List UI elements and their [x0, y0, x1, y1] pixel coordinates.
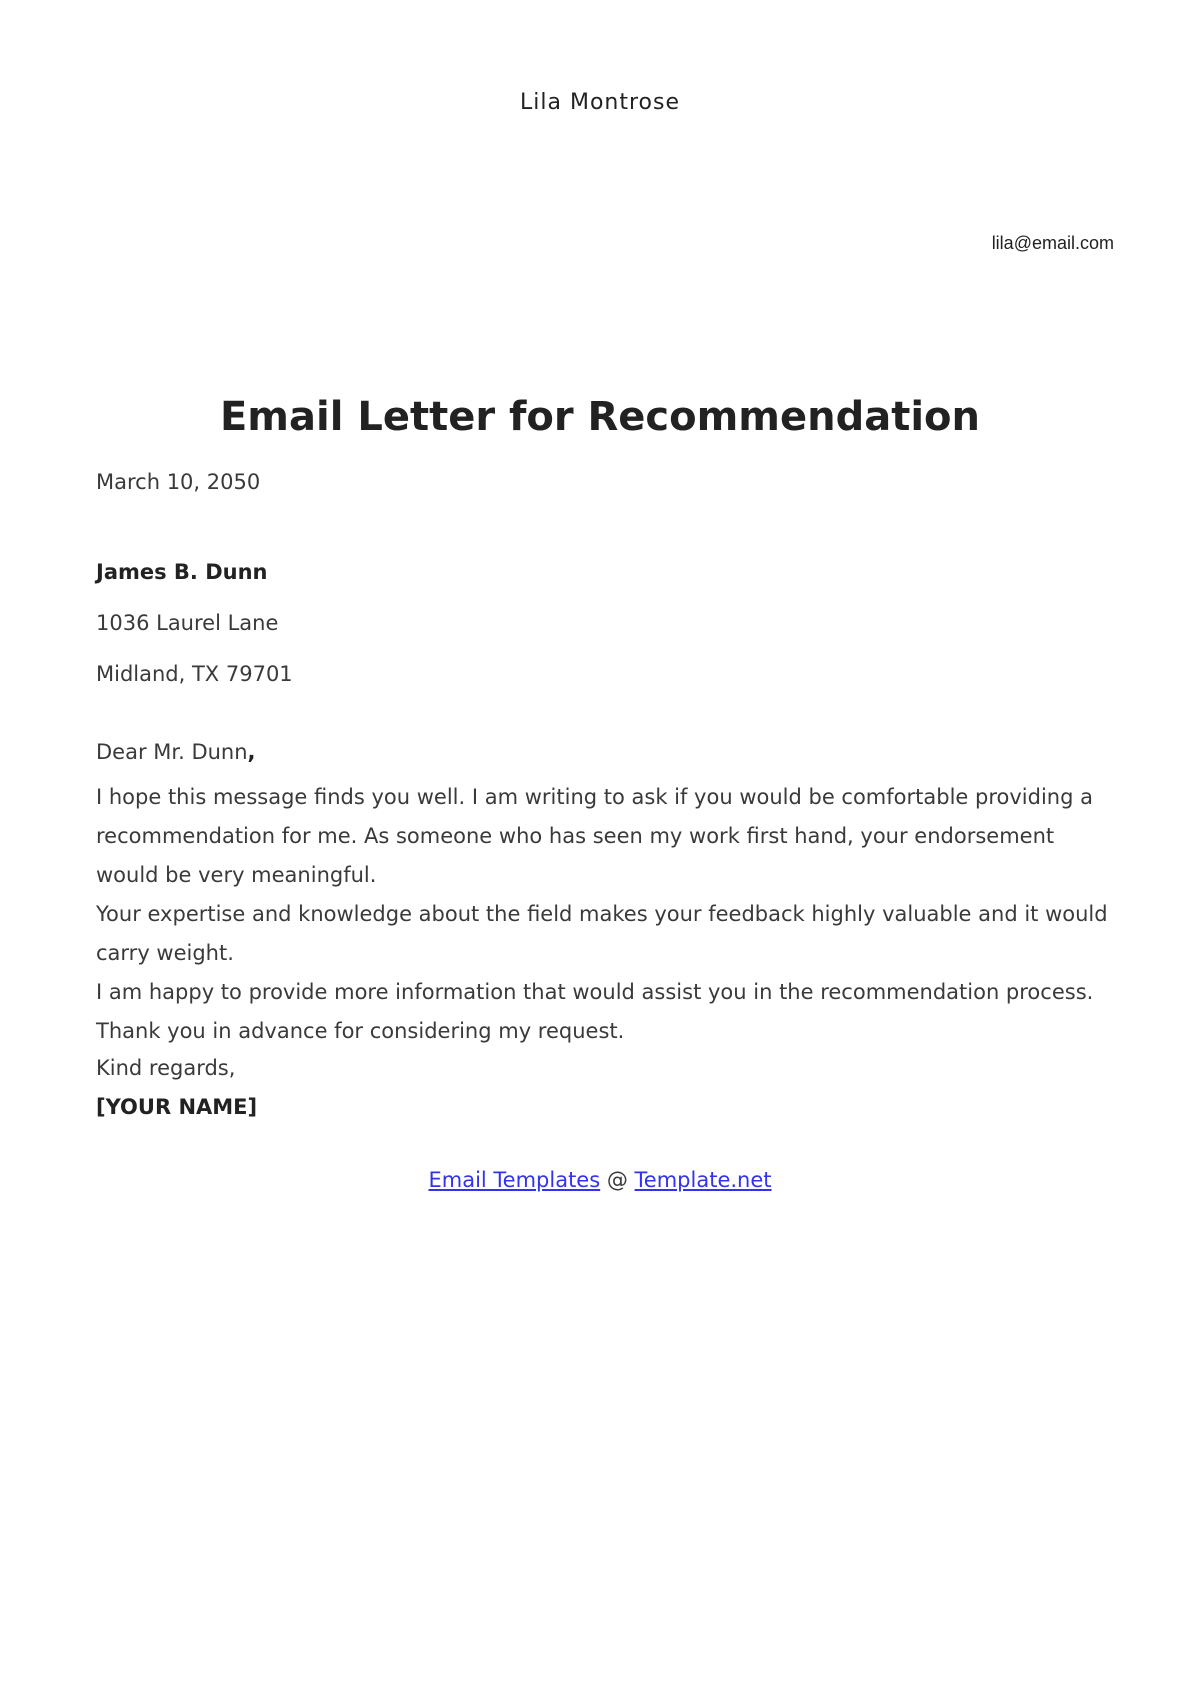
body-paragraph: I hope this message finds you well. I am writing to ask if you would be comfortable providing a recommendation for me. As someone who has seen my work first hand, your endorsement would be very meaningful. [96, 785, 1093, 887]
recipient-name: James B. Dunn [96, 560, 268, 584]
closing: Kind regards, [96, 1056, 236, 1080]
recipient-address-line2: Midland, TX 79701 [96, 662, 293, 686]
sender-name: Lila Montrose [520, 90, 680, 115]
footer-separator: @ [606, 1168, 628, 1192]
body-paragraph: Your expertise and knowledge about the field makes your feedback highly valuable and it would carry weight. [96, 902, 1108, 965]
body-paragraph: I am happy to provide more information that would assist you in the recommendation process. [96, 980, 1094, 1004]
letter-date: March 10, 2050 [96, 470, 261, 494]
body-paragraph: Thank you in advance for considering my request. [96, 1019, 625, 1043]
closing-block [96, 1049, 257, 1127]
recipient-address-line1: 1036 Laurel Lane [96, 611, 279, 635]
letter-body [96, 778, 1111, 1051]
salutation-text: Dear Mr. Dunn [96, 740, 248, 764]
footer [0, 1168, 1200, 1192]
page-title: Email Letter for Recommendation [219, 394, 981, 440]
salutation [96, 740, 256, 764]
email-templates-link[interactable]: Email Templates [428, 1168, 601, 1192]
salutation-comma: , [247, 740, 256, 764]
template-net-link[interactable]: Template.net [634, 1168, 772, 1192]
sender-email: lila@email.com [991, 233, 1114, 253]
signature: [YOUR NAME] [96, 1095, 258, 1119]
